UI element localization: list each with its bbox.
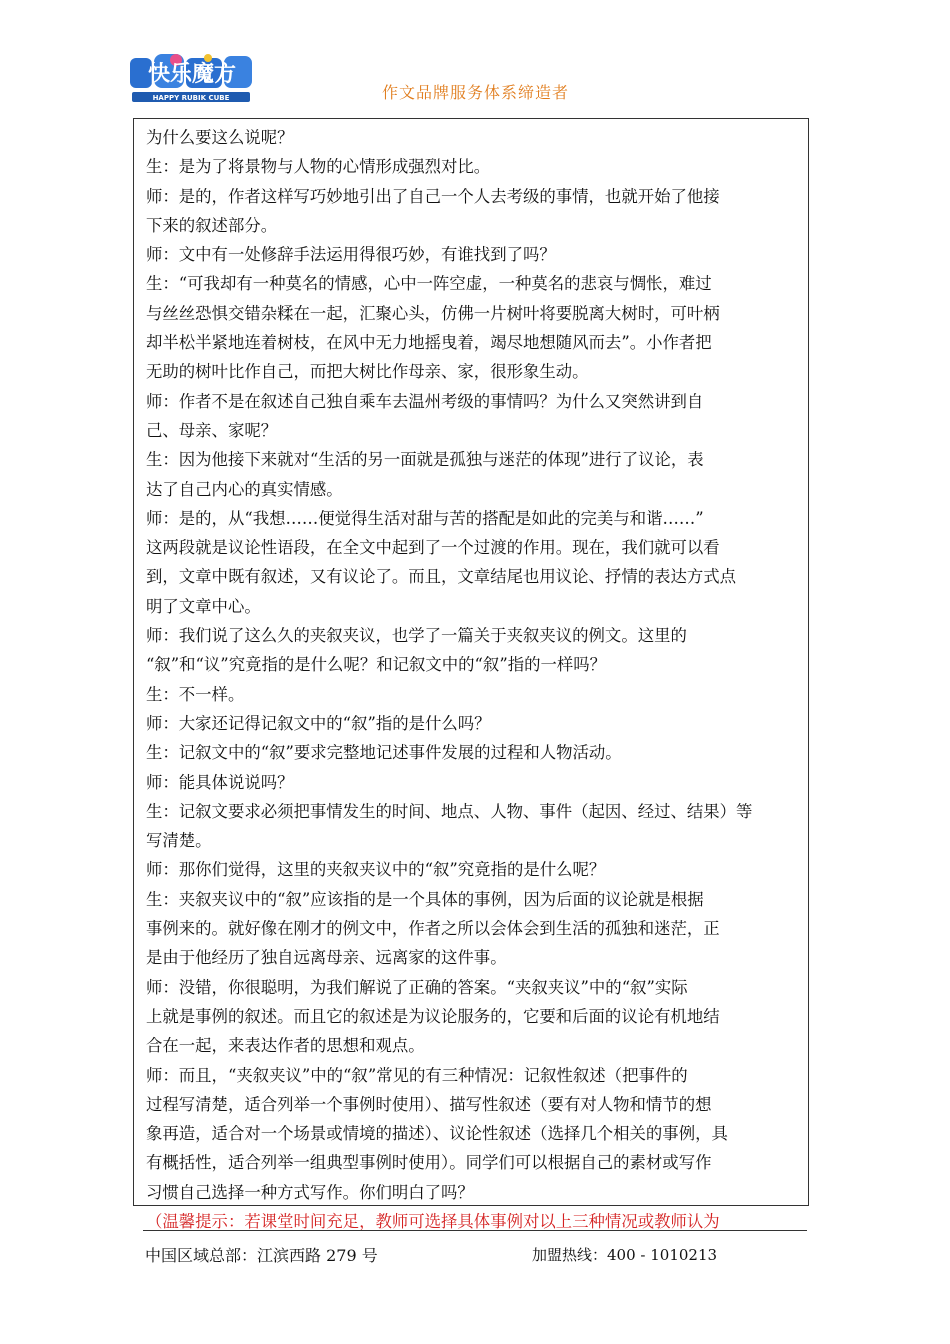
transcript-line: 生：记叙文中的“叙”要求完整地记述事件发展的过程和人物活动。 — [146, 743, 622, 763]
transcript-line: 师：而且，“夹叙夹议”中的“叙”常见的有三种情况：记叙性叙述（把事件的 — [146, 1065, 688, 1085]
transcript-line: 生：因为他接下来就对“生活的另一面就是孤独与迷茫的体现”进行了议论，表 — [146, 450, 704, 470]
lesson-transcript-box — [133, 118, 809, 1231]
brand-logo — [128, 52, 268, 104]
transcript-line: 师：能具体说说吗？ — [146, 772, 294, 792]
transcript-line: 过程写清楚，适合列举一个事例时使用）、描写性叙述（要有对人物和情节的想 — [146, 1094, 712, 1114]
transcript-line: “叙”和“议”究竟指的是什么呢？和记叙文中的“叙”指的一样吗？ — [146, 655, 607, 675]
tip-line: （温馨提示：若课堂时间充足，教师可选择具体事例对以上三种情况或教师认为 — [146, 1211, 720, 1231]
transcript-line: 是由于他经历了独自远离母亲、远离家的这件事。 — [146, 948, 507, 968]
transcript-line: 与丝丝恐惧交错杂糅在一起，汇聚心头，仿佛一片树叶将要脱离大树时，可叶柄 — [146, 303, 720, 323]
transcript-line: 生：记叙文要求必须把事情发生的时间、地点、人物、事件（起因、经过、结果）等 — [146, 801, 753, 821]
logo-text: 快乐魔方 — [147, 62, 237, 87]
transcript-line: 有概括性，适合列举一组典型事例时使用）。同学们可以根据自己的素材或写作 — [146, 1153, 712, 1173]
brand-tagline: 作文品牌服务体系缔造者 — [382, 83, 570, 102]
transcript-line: 师：没错，你很聪明，为我们解说了正确的答案。“夹叙夹议”中的“叙”实际 — [146, 977, 688, 997]
footer-hotline: 加盟热线：400 - 1010213 — [532, 1246, 718, 1264]
transcript-line: 这两段就是议论性语段，在全文中起到了一个过渡的作用。现在，我们就可以看 — [146, 538, 720, 558]
transcript-line: 却半松半紧地连着树枝，在风中无力地摇曳着，竭尽地想随风而去”。小作者把 — [146, 333, 712, 353]
footer-address: 中国区域总部：江滨西路 279 号 — [145, 1246, 378, 1265]
transcript-line: 下来的叙述部分。 — [146, 215, 278, 235]
transcript-line: 师：是的，作者这样写巧妙地引出了自己一个人去考级的事情，也就开始了他接 — [146, 186, 720, 206]
logo-subtext: HAPPY RUBIK CUBE — [152, 94, 230, 102]
transcript-lines — [146, 123, 806, 1236]
transcript-line: 师：文中有一处修辞手法运用得很巧妙，有谁找到了吗？ — [146, 245, 556, 265]
transcript-line: 写清楚。 — [146, 831, 212, 851]
transcript-line: 己、母亲、家呢？ — [146, 420, 278, 440]
transcript-line: 生：不一样。 — [146, 684, 245, 704]
transcript-line: 达了自己内心的真实情感。 — [146, 479, 343, 499]
transcript-line: 上就是事例的叙述。而且它的叙述是为议论服务的，它要和后面的议论有机地结 — [146, 1006, 720, 1026]
footer-divider — [143, 1230, 807, 1231]
transcript-line: 明了文章中心。 — [146, 596, 261, 616]
transcript-line: 师：我们说了这么久的夹叙夹议，也学了一篇关于夹叙夹议的例文。这里的 — [146, 626, 687, 646]
transcript-line: 象再造，适合对一个场景或情境的描述）、议论性叙述（选择几个相关的事例，具 — [146, 1124, 728, 1144]
transcript-line: 生：是为了将景物与人物的心情形成强烈对比。 — [146, 157, 491, 177]
transcript-line: 习惯自己选择一种方式写作。你们明白了吗？ — [146, 1182, 474, 1202]
transcript-line: 到，文章中既有叙述，又有议论了。而且，文章结尾也用议论、抒情的表达方式点 — [146, 567, 737, 587]
transcript-line: 生：夹叙夹议中的“叙”应该指的是一个具体的事例，因为后面的议论就是根据 — [146, 889, 704, 909]
transcript-line: 师：那你们觉得，这里的夹叙夹议中的“叙”究竟指的是什么呢？ — [146, 860, 606, 880]
transcript-line: 师：大家还记得记叙文中的“叙”指的是什么吗？ — [146, 713, 491, 733]
transcript-line: 为什么要这么说呢？ — [146, 128, 294, 147]
transcript-line: 师：是的，从“我想……便觉得生活对甜与苦的搭配是如此的完美与和谐……” — [146, 508, 704, 528]
transcript-line: 无助的树叶比作自己，而把大树比作母亲、家，很形象生动。 — [146, 362, 589, 382]
transcript-line: 合在一起，来表达作者的思想和观点。 — [146, 1036, 425, 1056]
transcript-line: 师：作者不是在叙述自己独自乘车去温州考级的事情吗？为什么又突然讲到自 — [146, 391, 704, 411]
transcript-line: 生：“可我却有一种莫名的情感，心中一阵空虚，一种莫名的悲哀与惆怅，难过 — [146, 274, 712, 294]
transcript-line: 事例来的。就好像在刚才的例文中，作者之所以会体会到生活的孤独和迷茫，正 — [146, 919, 720, 939]
